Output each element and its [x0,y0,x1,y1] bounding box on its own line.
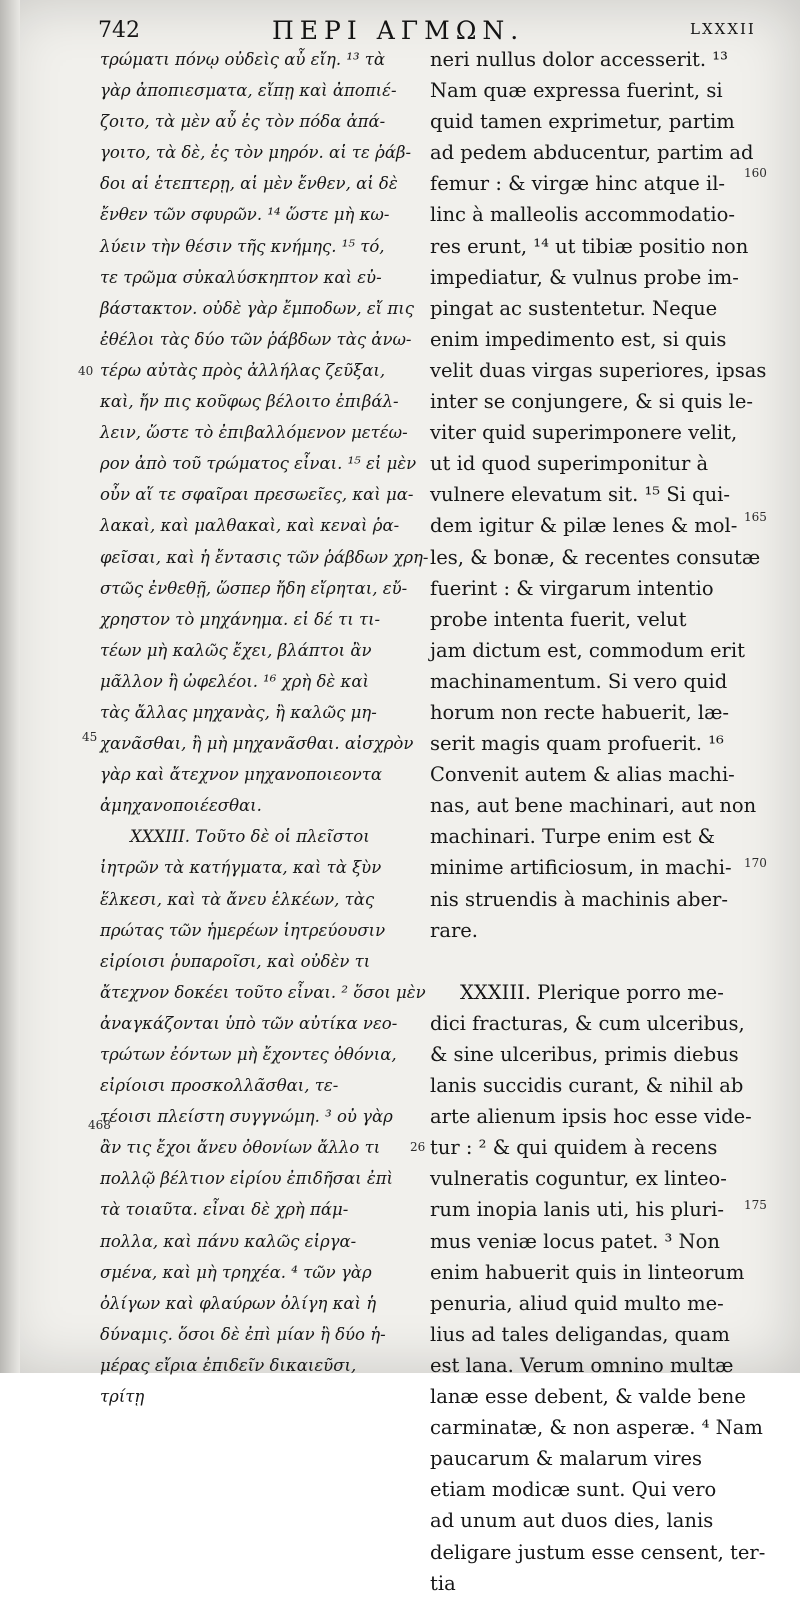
text-line: nis struendis à machinis aber- [430,887,728,911]
text-line: tur : ² & qui quidem à recens [430,1136,718,1160]
text-line: ut id quod superimponitur à [430,452,709,476]
text-line: fuerint : & virgarum intentio [430,576,714,600]
text-line: πολλα, καὶ πάνυ καλῶς εἰργα- [100,1231,357,1251]
text-line: jam dictum est, commodum erit [430,638,745,662]
text-line: τὰς ἄλλας μηχανὰς, ἢ καλῶς μη- [100,702,377,722]
text-line: ad unum aut duos dies, lanis [430,1509,714,1533]
text-line: est lana. Verum omnino multæ [430,1353,734,1377]
text-line: serit magis quam profuerit. ¹⁶ [430,732,724,756]
margin-line-number: 160 [744,166,767,180]
text-line: τέων μὴ καλῶς ἔχει, βλάπτοι ἂν [100,640,372,660]
text-line: γοιτο, τὰ δὲ, ἐς τὸν μηρόν. αἱ τε ῥάβ- [100,143,412,163]
text-line: ἐθέλοι τὰς δύο τῶν ῥάβδων τὰς ἀνω- [100,329,412,349]
text-line: ἔνθεν τῶν σφυρῶν. ¹⁴ ὥστε μὴ κω- [100,205,390,225]
text-line: viter quid superimponere velit, [430,421,738,445]
text-line: machinari. Turpe enim est & [430,825,716,849]
text-line: τὰ τοιαῦτα. εἶναι δὲ χρὴ πάμ- [100,1200,349,1220]
running-title: ΠΕΡΙ ΑΓΜΩΝ. [272,16,525,45]
text-line: XXXIII. Τοῦτο δὲ οἱ πλεῖστοι [130,827,370,847]
text-line: lanæ esse debent, & valde bene [430,1385,746,1409]
text-line: rum inopia lanis uti, his pluri- [430,1198,724,1222]
text-line: penuria, aliud quid multo me- [430,1291,724,1315]
text-line: ὀλίγων καὶ φλαύρων ὀλίγη καὶ ἡ [100,1293,377,1313]
text-line: δοι αἱ ἑτεπτερῃ, αἱ μὲν ἔνθεν, αἱ δὲ [100,174,398,194]
book-spine-shadow [0,0,20,1373]
text-line: neri nullus dolor accesserit. ¹³ [430,48,728,71]
text-line: inter se conjungere, & si quis le- [430,390,753,414]
text-line: arte alienum ipsis hoc esse vide- [430,1105,752,1129]
text-line: τε τρῶμα σὐκαλύσκηπτον καὶ εὐ- [100,267,382,287]
text-line: impediatur, & vulnus probe im- [430,265,739,289]
text-line: ἀμηχανοποιέεσθαι. [100,796,262,816]
text-line: etiam modicæ sunt. Qui vero [430,1478,717,1502]
text-line: Convenit autem & alias machi- [430,763,735,787]
text-line: probe intenta fuerit, velut [430,607,687,631]
text-line: enim impedimento est, si quis [430,327,727,351]
text-line: τρίτῃ [100,1387,145,1407]
text-line: πολλῷ βέλτιον εἰρίου ἐπιδῆσαι ἐπὶ [100,1169,394,1189]
text-line: τρώτων ἐόντων μὴ ἔχοντες ὀθόνια, [100,1045,397,1064]
text-line: τρώματι πόνῳ οὐδεὶς αὖ εἴη. ¹³ τὰ [100,50,386,69]
text-line: vulnere elevatum sit. ¹⁵ Si qui- [430,483,730,507]
text-line: ζοιτο, τὰ μὲν αὖ ἐς τὸν πόδα ἀπά- [100,112,386,132]
text-line: dem igitur & pilæ lenes & mol- [430,514,738,538]
text-line: ἀναγκάζονται ὑπὸ τῶν αὐτίκα νεο- [100,1013,398,1033]
text-line: οὖν αἵ τε σφαῖραι πρεσωεῖες, καὶ μα- [100,485,414,505]
text-line: vulneratis coguntur, ex linteo- [430,1167,727,1191]
text-line: nas, aut bene machinari, aut non [430,794,757,818]
margin-line-number: 175 [744,1198,767,1212]
text-line: μέρας εἴρια ἐπιδεῖν δικαιεῦσι, [100,1355,357,1375]
text-line: βάστακτον. οὐδὲ γὰρ ἔμποδων, εἴ πις [100,298,414,318]
text-line: & sine ulceribus, primis diebus [430,1043,739,1066]
text-line: ad pedem abducentur, partim ad [430,141,754,165]
page-number: 742 [98,18,140,43]
text-line: δύναμις. ὅσοι δὲ ἐπὶ μίαν ἢ δύο ἡ- [100,1324,386,1344]
text-line: μᾶλλον ἢ ὠφελέοι. ¹⁶ χρὴ δὲ καὶ [100,671,369,691]
text-line: quid tamen exprimetur, partim [430,110,735,134]
text-line: τέοισι πλείστη συγγνώμη. ³ οὐ γὰρ [100,1107,393,1127]
text-line: linc à malleolis accommodatio- [430,203,735,227]
text-line: tia [430,1571,456,1595]
margin-line-number: 40 [78,364,94,378]
text-line: Nam quæ expressa fuerint, si [430,79,723,103]
text-line: γὰρ καὶ ἄτεχνον μηχανοποιεοντα [100,765,383,785]
margin-line-number: 165 [744,510,767,524]
text-line: φεῖσαι, καὶ ἡ ἔντασις τῶν ῥάβδων χρη- [100,547,429,567]
text-line: λειν, ὥστε τὸ ἐπιβαλλόμενον μετέω- [100,423,408,443]
text-line: γὰρ ἀποπιεσματα, εἴπῃ καὶ ἀποπιέ- [100,81,397,101]
text-line: εἰρίοισι ῥυπαροῖσι, καὶ οὐδὲν τι [100,951,371,971]
text-line: ἰητρῶν τὰ κατήγματα, καὶ τὰ ξὺν [100,858,382,878]
margin-line-number: 26 [410,1140,426,1154]
margin-line-number: 170 [744,856,767,870]
text-line: lanis succidis curant, & nihil ab [430,1074,744,1098]
text-line: machinamentum. Si vero quid [430,669,728,693]
text-line: carminatæ, & non asperæ. ⁴ Nam [430,1416,763,1440]
text-line: paucarum & malarum vires [430,1447,703,1471]
text-line: λύειν τὴν θέσιν τῆς κνήμης. ¹⁵ τό, [100,236,385,256]
text-line: res erunt, ¹⁴ ut tibiæ positio non [430,234,749,258]
text-line: τέρω αὐτὰς πρὸς ἀλλήλας ζεῦξαι, [100,360,386,380]
text-line: horum non recte habuerit, læ- [430,700,729,724]
text-line: mus veniæ locus patet. ³ Non [430,1229,720,1253]
text-line: femur : & virgæ hinc atque il- [430,172,726,196]
text-line: ἂν τις ἔχοι ἄνευ ὀθονίων ἄλλο τι [100,1138,381,1158]
text-line: ἕλκεσι, καὶ τὰ ἄνευ ἑλκέων, τὰς [100,889,375,909]
text-line: minime artificiosum, in machi- [430,856,732,880]
text-line: ρον ἀπὸ τοῦ τρώματος εἶναι. ¹⁵ εἰ μὲν [100,454,417,474]
text-line: rare. [430,918,479,942]
text-line: στῶς ἐνθεθῇ, ὥσπερ ἤδη εἴρηται, εὔ- [100,578,408,598]
margin-line-number: 468 [88,1118,111,1132]
greek-text-column [100,44,429,1412]
text-line: velit duas virgas superiores, ipsas [430,358,767,382]
text-line: enim habuerit quis in linteorum [430,1260,745,1284]
text-line: χρηστον τὸ μηχάνημα. εἰ δέ τι τι- [100,609,381,629]
text-line: deligare justum esse censent, ter- [430,1540,766,1564]
text-line: ἄτεχνον δοκέει τοῦτο εἶναι. ² ὅσοι μὲν [100,982,426,1002]
chapter-number: LXXXII [690,20,756,38]
text-line: les, & bonæ, & recentes consutæ [430,545,761,569]
margin-line-number: 45 [82,730,98,744]
text-line: καὶ, ἤν πις κοῦφως βέλοιτο ἐπιβάλ- [100,392,399,412]
text-line: lius ad tales deligandas, quam [430,1322,730,1346]
text-line: pingat ac sustentetur. Neque [430,296,718,320]
text-line: πρώτας τῶν ἡμερέων ἰητρεύουσιν [100,920,386,940]
text-line: XXXIII. Plerique porro me- [460,980,724,1004]
text-line: εἰρίοισι προσκολλᾶσθαι, τε- [100,1076,339,1096]
text-line: dici fracturas, & cum ulceribus, [430,1011,745,1035]
text-line: λακαὶ, καὶ μαλθακαὶ, καὶ κεναὶ ῥα- [100,516,400,536]
text-line: σμένα, καὶ μὴ τρηχέα. ⁴ τῶν γὰρ [100,1262,372,1282]
text-line: χανᾶσθαι, ἢ μὴ μηχανᾶσθαι. αἰσχρὸν [100,734,414,754]
text-line [430,946,742,977]
